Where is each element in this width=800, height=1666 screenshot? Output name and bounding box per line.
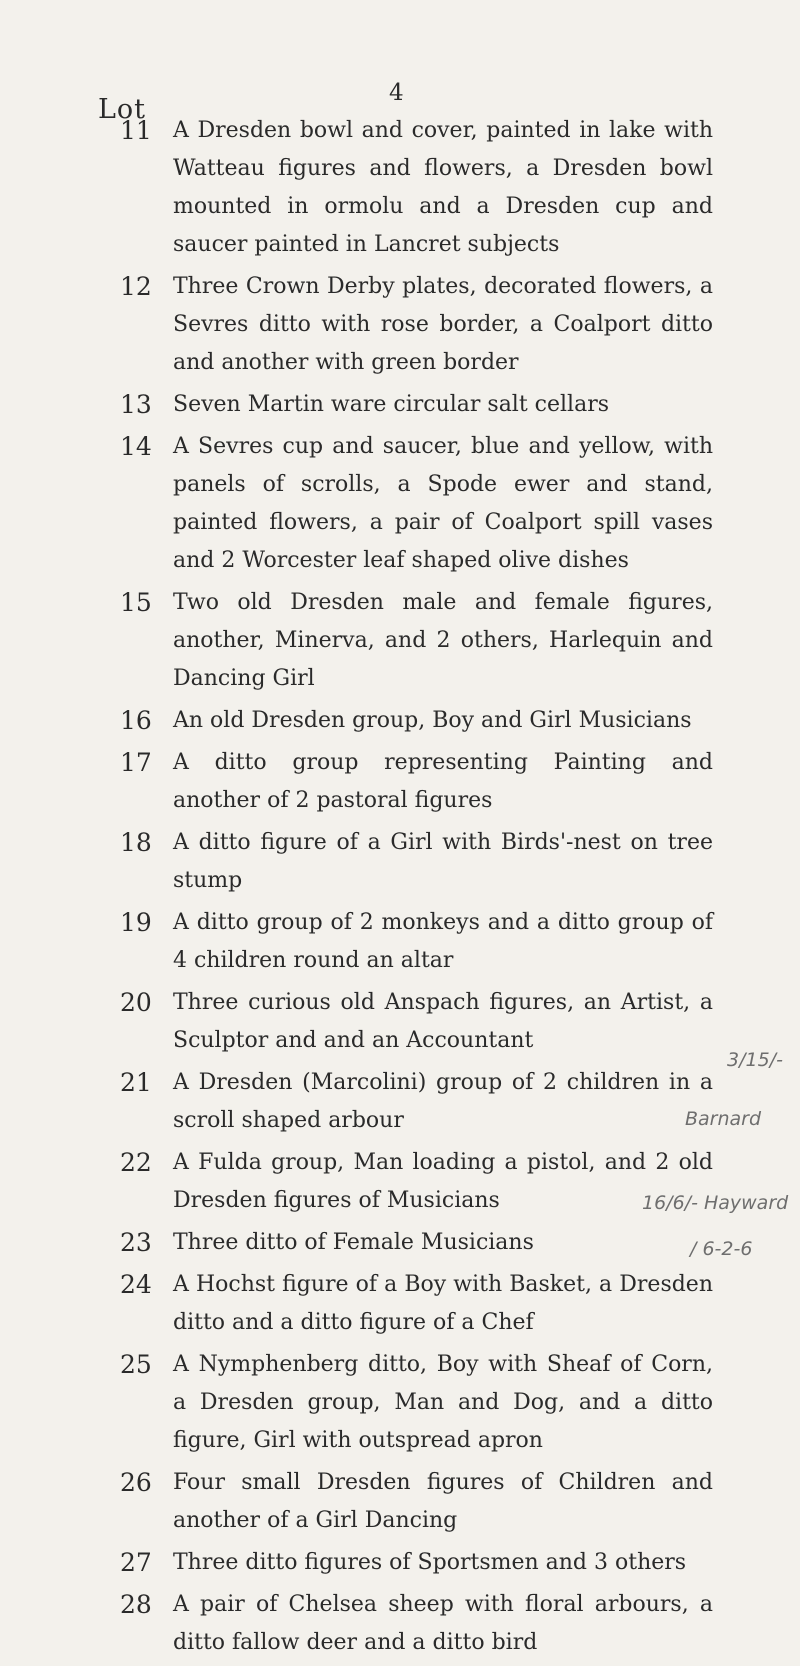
lot-number: 12 xyxy=(120,272,152,301)
lot-entry xyxy=(0,1064,800,1140)
lot-number: 13 xyxy=(120,390,152,419)
lot-entry xyxy=(0,1266,800,1342)
lot-entry xyxy=(0,1224,800,1262)
handwritten-price-buyer-note: 16/6/- Hayward xyxy=(642,1192,789,1214)
lot-column-heading: Lot xyxy=(98,94,147,125)
lot-number: 24 xyxy=(120,1270,152,1299)
lot-description: A ditto figure of a Girl with Birds'-nest on tree stump xyxy=(173,830,713,893)
lot-entry xyxy=(0,702,800,740)
lot-description: A ditto group of 2 monkeys and a ditto group of 4 children round an altar xyxy=(173,910,713,973)
lot-description: A Dresden bowl and cover, painted in lake with Watteau figures and flowers, a Dresden bowl mounted in ormolu and a Dresden cup and saucer painted in Lancret subjects xyxy=(173,118,713,257)
handwritten-buyer-note: Barnard xyxy=(685,1108,762,1130)
lot-number: 15 xyxy=(120,588,152,617)
lot-description: Seven Martin ware circular salt cellars xyxy=(173,392,610,417)
lot-entry xyxy=(0,386,800,424)
lot-entry xyxy=(0,1464,800,1540)
lot-description: A ditto group representing Painting and another of 2 pastoral figures xyxy=(173,750,713,813)
lot-description: A pair of Chelsea sheep with floral arbours, a ditto fallow deer and a ditto bird xyxy=(173,1592,713,1655)
lot-number: 20 xyxy=(120,988,152,1017)
lot-description: A Hochst figure of a Boy with Basket, a Dresden ditto and a ditto figure of a Chef xyxy=(173,1272,713,1335)
lot-number: 23 xyxy=(120,1228,152,1257)
lot-entry xyxy=(0,428,800,580)
lot-number: 19 xyxy=(120,908,152,937)
lot-number: 16 xyxy=(120,706,152,735)
lot-entry xyxy=(0,824,800,900)
lot-description: A Fulda group, Man loading a pistol, and 2 old Dresden figures of Musicians xyxy=(173,1150,713,1213)
lot-description: A Dresden (Marcolini) group of 2 children in a scroll shaped arbour xyxy=(173,1070,713,1133)
handwritten-price-note: 3/15/- xyxy=(727,1049,783,1071)
lot-entry xyxy=(0,584,800,698)
lot-entry xyxy=(0,268,800,382)
lot-list xyxy=(0,112,800,1666)
lot-number: 11 xyxy=(120,116,152,145)
lot-number: 26 xyxy=(120,1468,152,1497)
lot-entry xyxy=(0,1346,800,1460)
lot-number: 14 xyxy=(120,432,152,461)
page-number: 4 xyxy=(389,80,404,106)
lot-description: A Sevres cup and saucer, blue and yellow, with panels of scrolls, a Spode ewer and stand, painted flowers, a pair of Coalport spill vases and 2 Worcester leaf shaped olive dishes xyxy=(173,434,713,573)
lot-description: Three ditto of Female Musicians xyxy=(173,1230,534,1255)
lot-description: Three ditto figures of Sportsmen and 3 others xyxy=(173,1550,687,1575)
lot-number: 28 xyxy=(120,1590,152,1619)
lot-entry xyxy=(0,1586,800,1662)
lot-entry xyxy=(0,904,800,980)
handwritten-price-note: / 6-2-6 xyxy=(690,1238,753,1260)
lot-description: An old Dresden group, Boy and Girl Musicians xyxy=(173,708,692,733)
lot-description: Four small Dresden figures of Children and another of a Girl Dancing xyxy=(173,1470,713,1533)
lot-description: Three curious old Anspach figures, an Artist, a Sculptor and and an Accountant xyxy=(173,990,713,1053)
lot-description: A Nymphenberg ditto, Boy with Sheaf of Corn, a Dresden group, Man and Dog, and a ditto figure, Girl with outspread apron xyxy=(173,1352,713,1453)
lot-entry xyxy=(0,1544,800,1582)
lot-entry xyxy=(0,112,800,264)
lot-number: 22 xyxy=(120,1148,152,1177)
lot-number: 17 xyxy=(120,748,152,777)
lot-number: 21 xyxy=(120,1068,152,1097)
lot-number: 18 xyxy=(120,828,152,857)
lot-description: Three Crown Derby plates, decorated flowers, a Sevres ditto with rose border, a Coalport ditto and another with green border xyxy=(173,274,713,375)
lot-entry xyxy=(0,984,800,1060)
lot-number: 27 xyxy=(120,1548,152,1577)
lot-entry xyxy=(0,744,800,820)
lot-number: 25 xyxy=(120,1350,152,1379)
lot-description: Two old Dresden male and female figures, another, Minerva, and 2 others, Harlequin and Dancing Girl xyxy=(173,590,713,691)
